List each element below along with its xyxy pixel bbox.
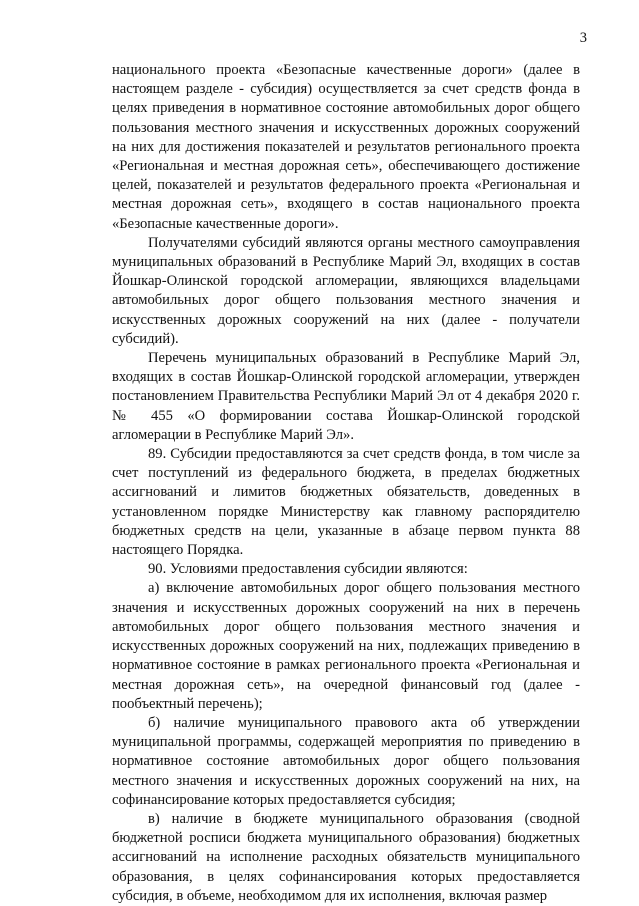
page-number: 3 <box>579 30 587 46</box>
paragraph-item-90: 90. Условиями предоставления субсидии являются: <box>148 561 468 578</box>
paragraph-condition-v: в) наличие в бюджете муниципального образования (сводной бюджетной росписи бюджета муниципального образования) бюджетных ассигнований на исполнение расходных обязательств муниципального образования, в целях софинансирования которых предоставляется субсидия, в объеме, необходимом для их исполнения, включая размер <box>112 810 580 904</box>
paragraph-condition-b: б) наличие муниципального правового акта об утверждении муниципальной программы, содержащей мероприятия по приведению в нормативное состояние автомобильных дорог общего пользования местного значения и искусственных дорожных сооружений на них, на софинансирование которых предоставляется субсидия; <box>112 714 580 808</box>
document-body <box>112 61 580 906</box>
paragraph-recipients: Получателями субсидий являются органы местного самоуправления муниципальных образований в Республике Марий Эл, входящих в состав Йошкар-Олинской городской агломерации, являющихся владельцами автомобильных дорог общего пользования местного значения и искусственных дорожных сооружений на них (далее - получатели субсидий). <box>112 234 580 347</box>
paragraph-condition-a: а) включение автомобильных дорог общего пользования местного значения и искусственных дорожных сооружений на них в перечень автомобильных дорог общего пользования местного значения и искусственных дорожных сооружений на них, подлежащих приведению в нормативное состояние в рамках регионального проекта «Региональная и местная дорожная сеть», на очередной финансовый год (далее - пообъектный перечень); <box>112 580 580 712</box>
paragraph-municipalities-list: Перечень муниципальных образований в Республике Марий Эл, входящих в состав Йошкар-Олинской городской агломерации, утвержден постановлением Правительства Республики Марий Эл от 4 декабря 2020 г. № 455 «О формировании состава Йошкар-Олинской городской агломерации в Республике Марий Эл». <box>112 350 580 443</box>
paragraph-continuation: национального проекта «Безопасные качественные дороги» (далее в настоящем разделе - субсидия) осуществляется за счет средств фонда в целях приведения в нормативное состояние автомобильных дорог общего пользования местного значения и искусственных дорожных сооружений на них для достижения показателей и результатов регионального проекта «Региональная и местная дорожная сеть», обеспечивающего достижение целей, показателей и результатов федерального проекта «Региональная и местная дорожная сеть», входящего в состав национального проекта «Безопасные качественные дороги». <box>112 62 580 232</box>
paragraph-item-89: 89. Субсидии предоставляются за счет средств фонда, в том числе за счет поступлений из федерального бюджета, в пределах бюджетных ассигнований и лимитов бюджетных обязательств, доведенных в установленном порядке Министерству как главному распорядителю бюджетных средств на цели, указанные в абзаце первом пункта 88 настоящего Порядка. <box>112 446 580 559</box>
